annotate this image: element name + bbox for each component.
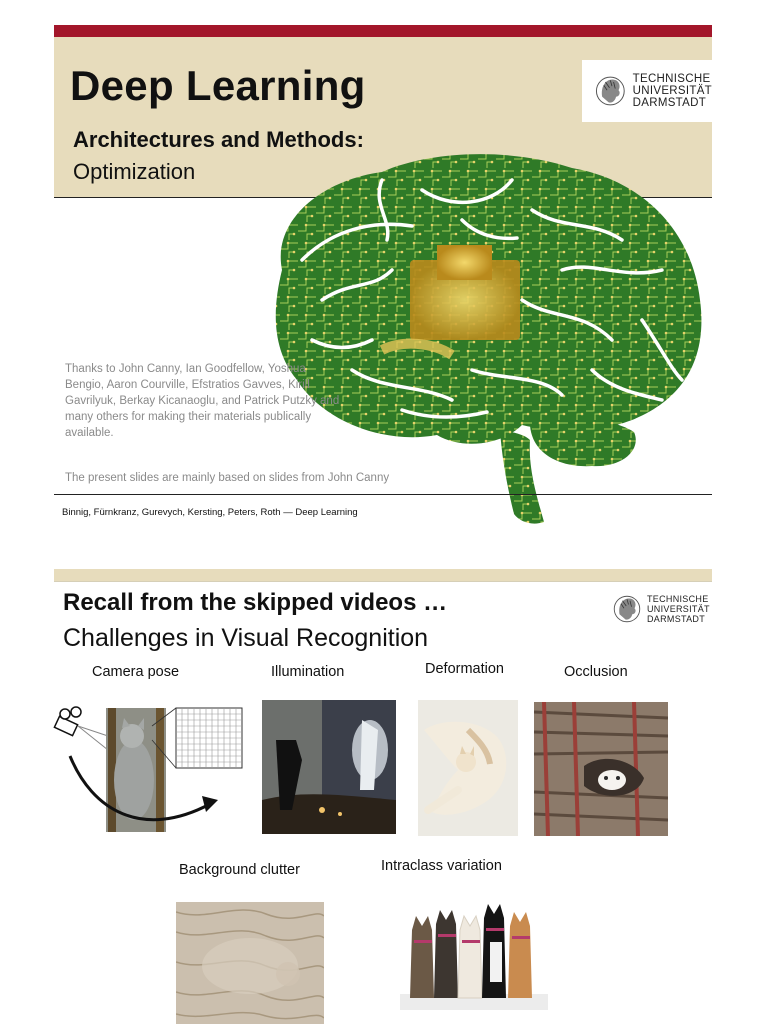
footer-divider <box>54 494 712 495</box>
slide-topic: Optimization <box>73 159 196 184</box>
university-logo-small <box>606 586 712 632</box>
slide-title: Deep Learning <box>70 62 366 109</box>
athena-head-icon <box>612 590 642 628</box>
slide-footer: Binnig, Fürnkranz, Gurevych, Kersting, Peters, Roth — Deep Learning <box>62 507 358 518</box>
slide2-title: Recall from the skipped videos … <box>63 589 448 616</box>
source-note: The present slides are mainly based on slides from John Canny <box>65 472 390 484</box>
slide2-subtitle: Challenges in Visual Recognition <box>63 624 429 652</box>
background-clutter-photo <box>176 902 324 1024</box>
logo-line-2: UNIVERSITÄT <box>632 85 712 97</box>
label-occlusion: Occlusion <box>564 664 628 680</box>
slide2-header-bar <box>54 569 712 581</box>
university-name <box>647 594 710 624</box>
video-camera-icon <box>54 707 81 736</box>
camera-pose-diagram <box>52 700 248 836</box>
university-name <box>633 73 712 109</box>
slide-subtitle: Architectures and Methods: <box>73 127 364 152</box>
header-accent-bar <box>54 25 712 37</box>
logo-line-3: DARMSTADT <box>647 614 706 624</box>
intraclass-variation-photo <box>400 882 548 1010</box>
logo-line-2: UNIVERSITÄT <box>647 604 710 614</box>
illumination-photo <box>262 700 396 834</box>
label-deformation: Deformation <box>425 661 504 677</box>
logo-line-1: TECHNISCHE <box>632 73 711 85</box>
circuit-brain-illustration <box>262 150 708 526</box>
label-camera-pose: Camera pose <box>92 664 180 680</box>
label-intraclass-variation: Intraclass variation <box>381 858 502 874</box>
acknowledgements-text: Thanks to John Canny, Ian Goodfellow, Yoshua Bengio, Aaron Courville, Efstratios Gavves, Kirill Gavrilyuk, Berkay Kicanaoglu, and Patrick Putzky and many others for making their materials publically available. <box>65 363 340 439</box>
athena-head-icon <box>594 68 627 114</box>
slide2-header-line <box>54 581 712 582</box>
occlusion-photo <box>534 702 668 836</box>
logo-line-1: TECHNISCHE <box>647 594 709 604</box>
label-illumination: Illumination <box>271 664 345 680</box>
university-logo <box>582 60 712 122</box>
deformation-photo <box>418 700 518 836</box>
label-background-clutter: Background clutter <box>179 862 300 878</box>
logo-line-3: DARMSTADT <box>632 97 707 109</box>
